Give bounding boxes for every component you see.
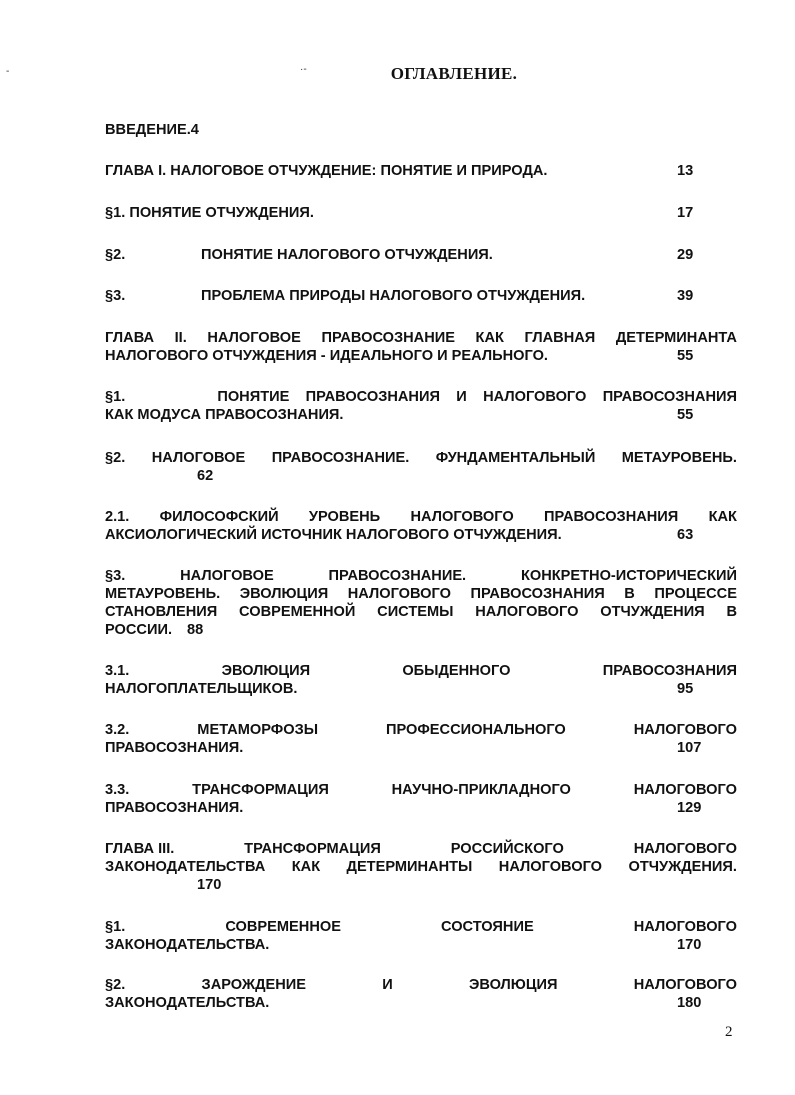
- toc-entry-ch2-s3-3: [105, 781, 737, 817]
- toc-page-number: 62: [197, 468, 214, 484]
- toc-word: 3.1.: [105, 663, 130, 679]
- toc-word: НАЛОГОВОГО: [633, 782, 737, 798]
- toc-word: ПРАВОСОЗНАНИЯ: [602, 663, 737, 679]
- toc-entry-ch3-s1: [105, 918, 737, 954]
- toc-word: СОВРЕМЕННОЙ: [239, 604, 356, 620]
- toc-entry-number: §1.: [105, 389, 126, 405]
- toc-entry-ch2-s2: [105, 449, 737, 485]
- toc-word: §3.: [105, 568, 126, 584]
- toc-word: ТРАНСФОРМАЦИЯ: [192, 782, 329, 798]
- toc-entry-text: ПРАВОСОЗНАНИЯ.: [105, 740, 244, 756]
- toc-word: НАЛОГОВОГО: [410, 509, 514, 525]
- toc-page-number: 63: [677, 527, 694, 543]
- toc-entry-text: ВВЕДЕНИЕ.4: [105, 122, 199, 138]
- toc-word: НАЛОГОВОЕ: [180, 568, 274, 584]
- toc-word: НАЛОГОВОГО: [633, 841, 737, 857]
- toc-word: НАЛОГОВОГО: [633, 919, 737, 935]
- toc-word: НАЛОГОВОГО: [475, 604, 579, 620]
- toc-entry-text: КАК МОДУСА ПРАВОСОЗНАНИЯ.: [105, 407, 344, 423]
- toc-word: И: [456, 389, 467, 405]
- toc-word: ПРАВОСОЗНАНИЯ: [470, 586, 605, 602]
- toc-word: НАУЧНО-ПРИКЛАДНОГО: [391, 782, 571, 798]
- toc-word: ОБЫДЕННОГО: [402, 663, 511, 679]
- toc-word: II.: [174, 330, 187, 346]
- toc-word: ПРОЦЕССЕ: [654, 586, 737, 602]
- toc-word: ПРАВОСОЗНАНИЕ: [321, 330, 455, 346]
- toc-entry-ch1-s2: [105, 246, 737, 264]
- toc-word: ПРАВОСОЗНАНИЯ: [305, 389, 440, 405]
- toc-word: §2.: [105, 977, 126, 993]
- toc-page-number: 17: [677, 205, 694, 221]
- toc-word: КАК: [475, 330, 504, 346]
- toc-word: НАЛОГОВОГО: [483, 389, 587, 405]
- toc-word: КАК: [291, 859, 321, 875]
- toc-word: МЕТАУРОВЕНЬ.: [621, 450, 737, 466]
- toc-entry-text: НАЛОГОВОГО ОТЧУЖДЕНИЯ - ИДЕАЛЬНОГО И РЕАЛЬНОГО.: [105, 348, 548, 364]
- toc-word: НАЛОГОВОЕ: [207, 330, 301, 346]
- toc-word: СИСТЕМЫ: [377, 604, 454, 620]
- toc-word: В: [624, 586, 635, 602]
- toc-entry-text: НАЛОГОПЛАТЕЛЬЩИКОВ.: [105, 681, 298, 697]
- toc-page-number: 95: [677, 681, 694, 697]
- toc-page-number: 129: [677, 800, 702, 816]
- toc-entry-number: §3.: [105, 288, 126, 304]
- toc-word: ТРАНСФОРМАЦИЯ: [244, 841, 381, 857]
- toc-entry-ch2-s3: [105, 567, 737, 639]
- toc-word: НАЛОГОВОГО: [633, 722, 737, 738]
- toc-word: РОССИЙСКОГО: [450, 841, 564, 857]
- toc-word: ПРОФЕССИОНАЛЬНОГО: [385, 722, 566, 738]
- toc-word: КАК: [708, 509, 737, 525]
- page-number: 2: [725, 1024, 733, 1040]
- page-title: ОГЛАВЛЕНИЕ.: [390, 64, 518, 83]
- toc-word: МЕТАМОРФОЗЫ: [197, 722, 319, 738]
- toc-word: И: [382, 977, 393, 993]
- toc-word: ГЛАВА: [105, 330, 155, 346]
- toc-entry-text: ГЛАВА I. НАЛОГОВОЕ ОТЧУЖДЕНИЕ: ПОНЯТИЕ И ПРИРОДА.: [105, 163, 548, 179]
- toc-entry-text: ПОНЯТИЕ НАЛОГОВОГО ОТЧУЖДЕНИЯ.: [201, 247, 493, 263]
- toc-entry-text: АКСИОЛОГИЧЕСКИЙ ИСТОЧНИК НАЛОГОВОГО ОТЧУЖДЕНИЯ.: [105, 527, 562, 543]
- toc-word: ОТЧУЖДЕНИЯ: [600, 604, 705, 620]
- toc-word: ФУНДАМЕНТАЛЬНЫЙ: [435, 450, 596, 466]
- toc-entry-text: ПРОБЛЕМА ПРИРОДЫ НАЛОГОВОГО ОТЧУЖДЕНИЯ.: [201, 288, 586, 304]
- toc-word: КОНКРЕТНО-ИСТОРИЧЕСКИЙ: [520, 568, 737, 584]
- toc-entry-ch3-s2: [105, 976, 737, 1012]
- toc-page-number: 29: [677, 247, 694, 263]
- toc-entry-ch2-s3-1: [105, 662, 737, 698]
- toc-page-number: 88: [187, 622, 204, 638]
- toc-entry-number: §2.: [105, 247, 126, 263]
- toc-word: СТАНОВЛЕНИЯ: [105, 604, 218, 620]
- toc-word: ОТЧУЖДЕНИЯ.: [628, 859, 737, 875]
- toc-word: СОВРЕМЕННОЕ: [225, 919, 341, 935]
- toc-word: §1.: [105, 919, 126, 935]
- toc-word: ЗАРОЖДЕНИЕ: [201, 977, 307, 993]
- toc-entry-text: ЗАКОНОДАТЕЛЬСТВА.: [105, 995, 270, 1011]
- toc-word: 2.1.: [105, 509, 130, 525]
- toc-entry-text: ПРАВОСОЗНАНИЯ.: [105, 800, 244, 816]
- toc-word: ПРАВОСОЗНАНИЕ.: [271, 450, 410, 466]
- toc-word: ЭВОЛЮЦИЯ: [221, 663, 311, 679]
- toc-entry-text: §1. ПОНЯТИЕ ОТЧУЖДЕНИЯ.: [105, 205, 314, 221]
- toc-word: §2.: [105, 450, 126, 466]
- toc-entry-ch1-s1: [105, 204, 737, 222]
- toc-page-number: 13: [677, 163, 694, 179]
- toc-word: СОСТОЯНИЕ: [441, 919, 534, 935]
- toc-page-number: 180: [677, 995, 702, 1011]
- toc-entry-chapter-2: [105, 329, 737, 365]
- toc-entry-chapter-3: [105, 840, 737, 894]
- toc-word: ЭВОЛЮЦИЯ: [239, 586, 329, 602]
- toc-page-number: 170: [677, 937, 702, 953]
- toc-word: УРОВЕНЬ: [308, 509, 381, 525]
- toc-word: 3.3.: [105, 782, 130, 798]
- toc-page-number: 55: [677, 407, 694, 423]
- toc-entry-ch2-s2-1: [105, 508, 737, 544]
- toc-word: В: [726, 604, 737, 620]
- toc-page-number: 55: [677, 348, 694, 364]
- toc-word: ПРАВОСОЗНАНИЯ: [602, 389, 737, 405]
- toc-page-number: 170: [197, 877, 222, 893]
- scan-speck: ·-: [300, 64, 307, 75]
- toc-entry-intro: [105, 121, 737, 139]
- toc-word: ПРАВОСОЗНАНИЯ: [544, 509, 679, 525]
- toc-word: ПОНЯТИЕ: [217, 389, 290, 405]
- toc-word: ПРАВОСОЗНАНИЕ.: [328, 568, 467, 584]
- toc-word: ЭВОЛЮЦИЯ: [469, 977, 558, 993]
- toc-entry-chapter-1: [105, 162, 737, 180]
- toc-entry-ch2-s1: [105, 388, 737, 424]
- toc-word: ДЕТЕРМИНАНТЫ: [346, 859, 473, 875]
- toc-word: ЗАКОНОДАТЕЛЬСТВА: [105, 859, 266, 875]
- toc-entry-text: ЗАКОНОДАТЕЛЬСТВА.: [105, 937, 270, 953]
- toc-page-number: 39: [677, 288, 694, 304]
- toc-word: НАЛОГОВОГО: [347, 586, 451, 602]
- toc-entry-text: РОССИИ.: [105, 622, 173, 638]
- toc-entry-ch2-s3-2: [105, 721, 737, 757]
- toc-word: 3.2.: [105, 722, 130, 738]
- toc-word: МЕТАУРОВЕНЬ.: [105, 586, 221, 602]
- toc-page-number: 107: [677, 740, 702, 756]
- toc-word: ДЕТЕРМИНАНТА: [615, 330, 737, 346]
- toc-entry-ch1-s3: [105, 287, 737, 305]
- toc-word: ФИЛОСОФСКИЙ: [159, 509, 279, 525]
- toc-word: НАЛОГОВОГО: [633, 977, 737, 993]
- toc-word: НАЛОГОВОЕ: [151, 450, 246, 466]
- toc-word: ГЛАВНАЯ: [524, 330, 596, 346]
- toc-word: ГЛАВА III.: [105, 841, 175, 857]
- scan-speck: -: [6, 66, 10, 77]
- toc-word: НАЛОГОВОГО: [498, 859, 603, 875]
